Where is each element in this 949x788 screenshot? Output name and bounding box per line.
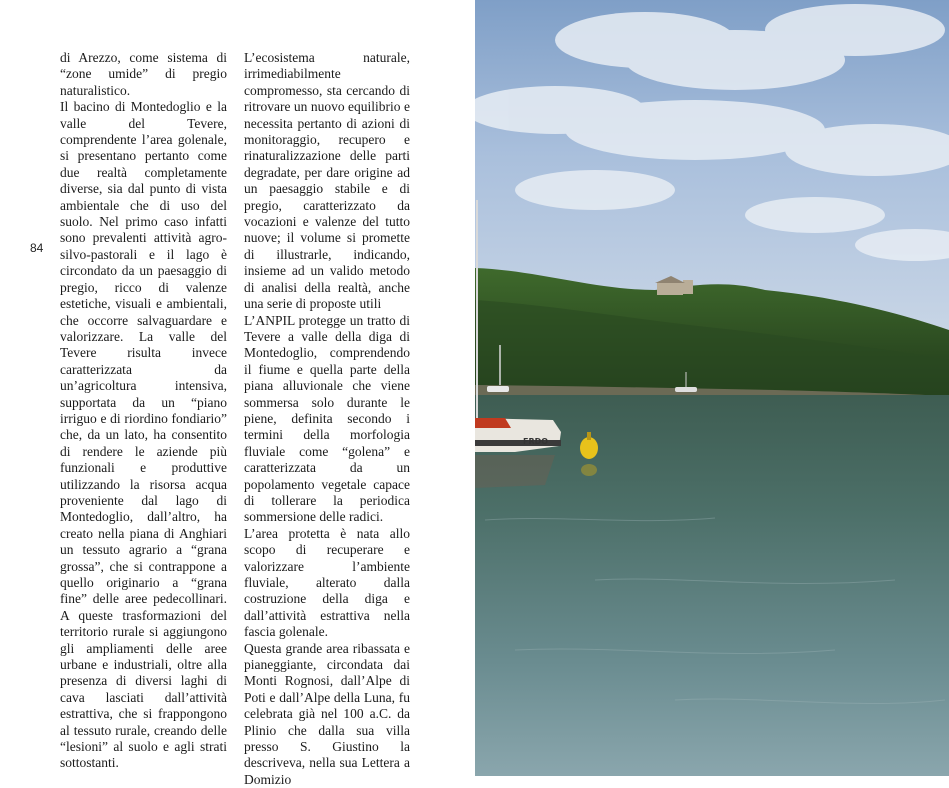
text-column-left (60, 50, 227, 772)
lake-water (475, 395, 949, 776)
text-page (0, 0, 475, 787)
paragraph: Il bacino di Montedoglio e la valle del Tevere, comprendente l’area golenale, si presentano pertanto come due realtà completamente diverse, sia dal punto di vista ambientale che di uso del suolo. Nel primo caso infatti sono prevalenti attività agro-silvo-pastorali e il lago è circondato da un paesaggio di pregio, ricco di valenze estetiche, visuali e ambientali, che occorre salvaguardare e valorizzare. La valle del Tevere risulta invece caratterizzata da un’agricoltura intensiva, supportata da un “piano irriguo e di riordino fondiario” che, da un lato, ha consentito di rendere le aziende più funzionali e produttive utilizzando la risorsa acqua proveniente dal lago di Montedoglio, dall’altro, ha creato nella piana di Anghiari un tessuto agrario a “grana grossa”, che si contrappone a quello originario a “grana fine” delle aree pedecollinari. A queste trasformazioni del territorio rurale si aggiungono gli ampliamenti delle aree urbane e industriali, oltre alla presenza di diversi laghi di cava lasciati dall’attività estrattiva, che si frappongono al tessuto rurale, creando delle “lesioni” al suolo e agli strati sottostanti. (60, 99, 227, 771)
lake-photo (475, 0, 949, 776)
paragraph: di Arezzo, come sistema di “zone umide” di pregio naturalistico. (60, 50, 227, 98)
page-number: 84 (30, 241, 44, 255)
paragraph: L’area protetta è nata allo scopo di recuperare e valorizzare l’ambiente fluviale, alterato dalla costruzione della diga e dall’attività estrattiva nella fascia golenale. (244, 525, 410, 640)
paragraph: L’ecosistema naturale, irrimediabilmente compromesso, sta cercando di ritrovare un nuovo equilibrio e necessita pertanto di azioni di monitoraggio, recupero e rinaturalizzazione delle parti degradate, per dare origine ad un paesaggio stabile e di pregio, caratterizzato da vocazioni e valenze del tutto nuove; il volume si promette di illustrarle, indicando, insieme ad un valido metodo di analisi della realtà, anche una serie di proposte utili (244, 50, 410, 312)
paragraph: Questa grande area ribassata e pianeggiante, circondata dai Monti Rognosi, dall’Alpe di Poti e dall’Alpe della Luna, fu celebrata già nel 100 a.C. da Plinio che dalla sua villa presso S. Giustino la descriveva, nella sua Lettera a Domizio (244, 640, 410, 787)
boat-name: FRDO (523, 437, 549, 446)
moored-boat (475, 418, 561, 452)
text-column-right (244, 50, 410, 788)
paragraph: L’ANPIL protegge un tratto di Tevere a valle della diga di Montedoglio, comprendendo il fiume e quella parte della piana alluvionale che viene sommersa solo durante le piene, definita secondo i termini della morfologia fluviale come “golena” e caratterizzata da un popolamento vegetale capace di tollerare la periodica sommersione delle radici. (244, 312, 410, 525)
